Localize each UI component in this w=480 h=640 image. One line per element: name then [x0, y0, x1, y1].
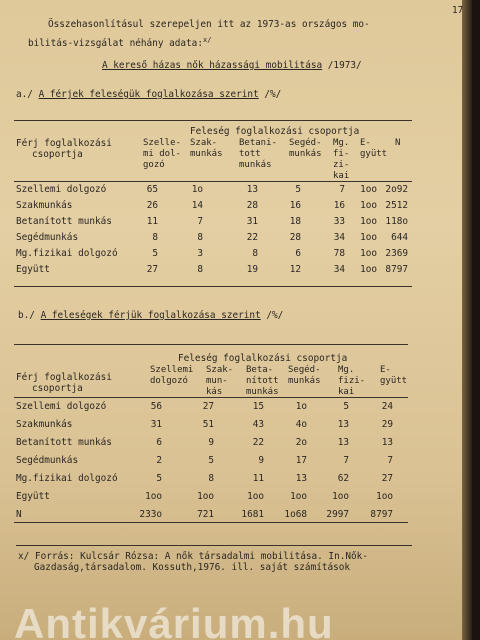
- table-a-heading: a./ A férjek feleségük foglalkozása szerint /%/: [16, 89, 282, 100]
- table-a-row-header-2: csoportja: [32, 149, 83, 160]
- table-b-cell-6-3: 1o68: [284, 509, 307, 520]
- table-b-cell-1-1: 51: [202, 419, 214, 430]
- table-b-cell-4-1: 8: [208, 473, 214, 484]
- footnote-rule: [16, 545, 412, 546]
- table-a-cell-5-4: 34: [333, 264, 345, 275]
- table-b-col-header-1-line-1: mun-: [206, 376, 228, 386]
- table-a-cell-4-1: 3: [197, 248, 203, 259]
- table-b-cell-3-4: 7: [343, 455, 349, 466]
- table-a-col-header-2-line-2: munkás: [239, 160, 272, 170]
- table-b-cell-1-4: 13: [337, 419, 349, 430]
- table-b-cell-5-0: 1oo: [145, 491, 162, 502]
- table-a-cell-3-5: 1oo: [360, 232, 377, 243]
- table-a-cell-2-1: 7: [197, 216, 203, 227]
- intro-line-2: bilitás-vizsgálat néhány adata:$^{x/}$: [28, 36, 212, 50]
- table-a-cell-2-4: 33: [333, 216, 345, 227]
- table-b-cell-0-2: 15: [252, 401, 264, 412]
- table-a-col-header-1-line-0: Szak-: [190, 138, 218, 148]
- table-a-row-header-1: Férj foglalkozási: [16, 138, 112, 149]
- table-a-cell-4-2: 8: [252, 248, 258, 259]
- table-a-cell-2-5: 1oo: [360, 216, 377, 227]
- table-a-cell-0-0: 65: [146, 184, 158, 195]
- table-a-row-label-0: Szellemi dolgozó: [16, 184, 107, 195]
- footnote-line-1: x/ Forrás: Kulcsár Rózsa: A nők társadalmi mobilitása. In.Nők-: [18, 551, 368, 562]
- table-a-bottom-rule: [14, 286, 412, 287]
- table-a-cell-1-1: 14: [191, 200, 203, 211]
- table-b-row-header-1: Férj foglalkozási: [16, 372, 112, 383]
- table-a-col-header-5-line-1: gyütt: [360, 149, 388, 159]
- table-b-col-header-5-line-0: E-: [380, 365, 391, 375]
- table-b-cell-1-0: 31: [150, 419, 162, 430]
- table-a-col-header-0-line-2: gozó: [143, 160, 165, 170]
- table-b-cell-3-5: 7: [387, 455, 393, 466]
- table-b-cell-1-5: 29: [381, 419, 393, 430]
- table-a-row-label-5: Együtt: [16, 264, 50, 275]
- table-a-col-header-4-line-0: Mg.: [333, 138, 350, 148]
- table-b-col-header-0-line-1: dolgozó: [150, 376, 188, 386]
- table-b-col-header-4-line-1: fizi-: [338, 376, 366, 386]
- table-a-col-header-2-line-0: Betani-: [239, 138, 277, 148]
- table-a-cell-5-2: 19: [246, 264, 258, 275]
- table-b-col-header-2-line-2: munkás: [246, 387, 279, 397]
- table-a-row-label-2: Betanított munkás: [16, 216, 112, 227]
- table-b-row-label-5: Együtt: [16, 491, 50, 502]
- table-b-cell-4-0: 5: [156, 473, 162, 484]
- table-b-cell-6-4: 2997: [326, 509, 349, 520]
- table-a-top-rule: [14, 120, 412, 121]
- table-a-cell-2-6: 118o: [385, 216, 408, 227]
- table-b-cell-4-4: 62: [337, 473, 349, 484]
- table-a-cell-3-2: 22: [246, 232, 258, 243]
- table-b-col-header-2-line-0: Beta-: [246, 365, 274, 375]
- table-b-col-header-1-line-0: Szak-: [206, 365, 234, 375]
- table-b-cell-2-3: 2o: [295, 437, 307, 448]
- table-b-cell-0-4: 5: [343, 401, 349, 412]
- table-b-cell-5-2: 1oo: [247, 491, 264, 502]
- table-a-cell-1-3: 16: [289, 200, 301, 211]
- table-a-col-header-3-line-1: munkás: [289, 149, 322, 159]
- table-b-col-header-1-line-2: kás: [206, 387, 223, 397]
- table-b-cell-4-2: 11: [252, 473, 264, 484]
- table-b-bottom-rule: [14, 522, 408, 523]
- table-a-cell-1-4: 16: [333, 200, 345, 211]
- table-a-cell-3-3: 28: [289, 232, 301, 243]
- footnote-line-2: Gazdaság,társadalom. Kossuth,1976. ill. saját számítások: [34, 562, 351, 573]
- table-a-cell-0-2: 13: [246, 184, 258, 195]
- table-b-cell-6-1: 721: [197, 509, 214, 520]
- table-a-cell-0-4: 7: [339, 184, 345, 195]
- table-a-cell-0-3: 5: [295, 184, 301, 195]
- table-a-col-header-4-line-3: kai: [333, 171, 350, 181]
- table-b-col-header-3-line-1: munkás: [288, 376, 321, 386]
- table-b-cell-1-2: 43: [252, 419, 264, 430]
- table-b-cell-4-3: 13: [295, 473, 307, 484]
- table-a-cell-3-0: 8: [152, 232, 158, 243]
- table-a-header-rule: [14, 181, 412, 182]
- table-a-col-header-0-line-1: mi dol-: [143, 149, 181, 159]
- table-a-cell-4-6: 2369: [385, 248, 408, 259]
- table-a-col-header-2-line-1: tott: [239, 149, 261, 159]
- table-a-cell-4-3: 6: [295, 248, 301, 259]
- table-a-cell-2-3: 18: [289, 216, 301, 227]
- table-b-row-label-6: N: [16, 509, 22, 520]
- table-a-col-header-5-line-0: E-: [360, 138, 371, 148]
- page-number: 17: [452, 5, 464, 16]
- table-b-cell-3-0: 2: [156, 455, 162, 466]
- table-a-col-header-4-line-2: zi-: [333, 160, 350, 170]
- table-b-col-header-2-line-1: nított: [246, 376, 279, 386]
- table-a-cell-2-2: 31: [246, 216, 258, 227]
- table-b-row-label-0: Szellemi dolgozó: [16, 401, 107, 412]
- main-title: A kereső házas nők házassági mobilitása /1973/: [102, 60, 362, 71]
- table-b-cell-2-2: 22: [252, 437, 264, 448]
- table-a-cell-1-0: 26: [146, 200, 158, 211]
- table-a-col-header-6-line-0: N: [395, 138, 401, 148]
- table-b-row-label-4: Mg.fizikai dolgozó: [16, 473, 118, 484]
- table-a-cell-1-2: 28: [246, 200, 258, 211]
- table-b-col-header-4-line-0: Mg.: [338, 365, 355, 375]
- table-b-row-label-2: Betanított munkás: [16, 437, 112, 448]
- intro-line-1: Összehasonlításul szerepeljen itt az 1973-as országos mo-: [48, 19, 370, 30]
- watermark: Antikvárium.hu: [14, 600, 334, 640]
- table-b-cell-2-0: 6: [156, 437, 162, 448]
- page-edge-shadow: [462, 0, 472, 640]
- table-b-cell-0-0: 56: [150, 401, 162, 412]
- table-a-col-header-1-line-1: munkás: [190, 149, 223, 159]
- table-b-cell-4-5: 27: [381, 473, 393, 484]
- table-a-cell-3-4: 34: [333, 232, 345, 243]
- table-b-cell-6-0: 233o: [139, 509, 162, 520]
- table-b-cell-6-2: 1681: [241, 509, 264, 520]
- table-a-cell-1-5: 1oo: [360, 200, 377, 211]
- table-b-cell-0-3: 1o: [295, 401, 307, 412]
- table-a-col-header-3-line-0: Segéd-: [289, 138, 322, 148]
- table-b-cell-2-5: 13: [381, 437, 393, 448]
- table-b-row-label-3: Segédmunkás: [16, 455, 79, 466]
- table-a-cell-1-6: 2512: [385, 200, 408, 211]
- table-b-col-header-3-line-0: Segéd-: [288, 365, 321, 375]
- table-b-heading: b./ A feleségek férjük foglalkozása szerint /%/: [18, 310, 284, 321]
- table-a-row-label-4: Mg.fizikai dolgozó: [16, 248, 118, 259]
- table-a-cell-5-5: 1oo: [360, 264, 377, 275]
- table-b-cell-5-4: 1oo: [332, 491, 349, 502]
- table-a-cell-4-5: 1oo: [360, 248, 377, 259]
- table-a-row-label-1: Szakmunkás: [16, 200, 73, 211]
- table-b-header-rule: [14, 397, 408, 398]
- table-a-cell-5-1: 8: [197, 264, 203, 275]
- table-b-cell-3-1: 5: [208, 455, 214, 466]
- table-a-cell-5-3: 12: [289, 264, 301, 275]
- table-a-cell-0-1: 1o: [191, 184, 203, 195]
- table-b-col-header-0-line-0: Szellemi: [150, 365, 194, 375]
- table-a-group-header: Feleség foglalkozási csoportja: [190, 126, 360, 137]
- table-a-col-header-0-line-0: Szelle-: [143, 138, 181, 148]
- table-b-cell-2-4: 13: [337, 437, 349, 448]
- table-a-cell-2-0: 11: [146, 216, 158, 227]
- table-b-cell-0-1: 27: [202, 401, 214, 412]
- table-b-col-header-4-line-2: kai: [338, 387, 355, 397]
- table-a-cell-0-6: 2o92: [385, 184, 408, 195]
- table-b-cell-5-1: 1oo: [197, 491, 214, 502]
- table-a-col-header-4-line-1: fi-: [333, 149, 350, 159]
- table-a-cell-0-5: 1oo: [360, 184, 377, 195]
- table-b-cell-3-2: 9: [258, 455, 264, 466]
- table-a-cell-3-1: 8: [197, 232, 203, 243]
- table-b-cell-2-1: 9: [208, 437, 214, 448]
- table-b-group-header: Feleség foglalkozási csoportja: [178, 353, 348, 364]
- table-b-row-header-2: csoportja: [32, 383, 83, 394]
- table-a-cell-5-0: 27: [146, 264, 158, 275]
- table-a-cell-5-6: 8797: [385, 264, 408, 275]
- table-b-top-rule: [14, 344, 408, 345]
- table-a-row-label-3: Segédmunkás: [16, 232, 79, 243]
- table-a-cell-4-4: 78: [333, 248, 345, 259]
- table-b-cell-5-3: 1oo: [290, 491, 307, 502]
- table-b-cell-6-5: 8797: [370, 509, 393, 520]
- table-b-col-header-5-line-1: gyütt: [380, 376, 408, 386]
- table-a-cell-3-6: 644: [391, 232, 408, 243]
- table-b-cell-3-3: 17: [295, 455, 307, 466]
- table-b-cell-0-5: 24: [381, 401, 393, 412]
- table-b-row-label-1: Szakmunkás: [16, 419, 73, 430]
- table-b-cell-5-5: 1oo: [376, 491, 393, 502]
- table-b-cell-1-3: 4o: [295, 419, 307, 430]
- intro-footnote-mark: x/: [202, 36, 212, 44]
- table-a-cell-4-0: 5: [152, 248, 158, 259]
